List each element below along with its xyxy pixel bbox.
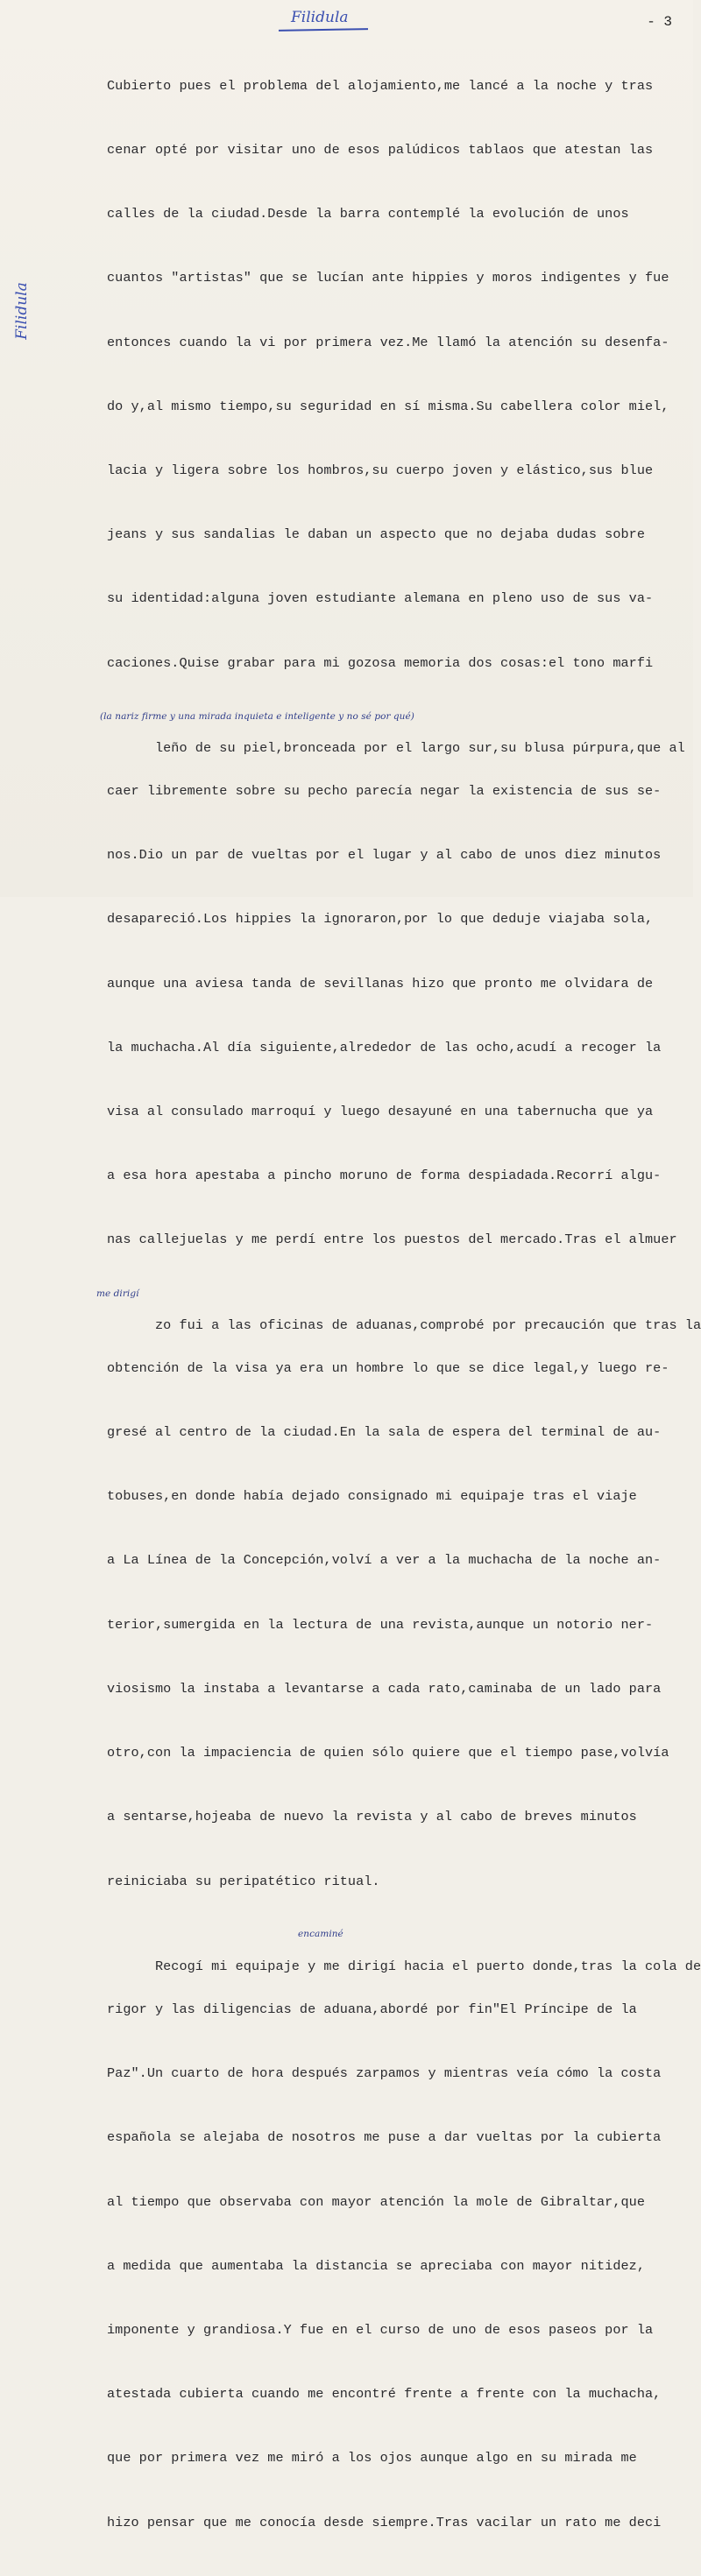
page-number: - 3 (647, 14, 672, 30)
text-line: rigor y las diligencias de aduana,abordé por fin"El Príncipe de la (107, 2001, 637, 2017)
text-line: tobuses,en donde había dejado consignado mi equipaje tras el viaje (107, 1488, 637, 1505)
handwritten-insertion: (la nariz firme y una mirada inquieta e inteligente y no sé por qué) (100, 710, 414, 722)
text-line: su identidad:alguna joven estudiante alemana en pleno uso de sus va- (107, 590, 654, 607)
text-line: entonces cuando la vi por primera vez.Me llamó la atención su desenfa- (107, 334, 669, 350)
text-line: calles de la ciudad.Desde la barra contemplé la evolución de unos (107, 206, 629, 222)
text-line: zo fui a las oficinas de aduanas,comprobé por precaución que tras la (154, 1317, 701, 1334)
text-line: terior,sumergida en la lectura de una revista,aunque un notorio ner- (107, 1616, 654, 1633)
text-line: reiniciaba su peripatético ritual. (107, 1873, 380, 1889)
text-line: Paz".Un cuarto de hora después zarpamos y mientras veía cómo la costa (107, 2065, 662, 2082)
text-line-with-insert (100, 710, 685, 757)
text-line: caciones.Quise grabar para mi gozosa memoria dos cosas:el tono marfi (107, 654, 654, 671)
text-line: que por primera vez me miró a los ojos aunque algo en su mirada me (107, 2450, 637, 2467)
text-line: caer libremente sobre su pecho parecía negar la existencia de sus se- (107, 783, 662, 800)
margin-note: Filidula (13, 282, 31, 340)
text-line: atestada cubierta cuando me encontré frente a frente con la muchacha, (107, 2386, 662, 2403)
handwritten-insertion: encaminé (298, 1928, 343, 1939)
text-line: a sentarse,hojeaba de nuevo la revista y al cabo de breves minutos (107, 1809, 637, 1825)
text-line: a esa hora apestaba a pincho moruno de forma despiadada.Recorrí algu- (107, 1168, 662, 1184)
handwritten-title: Filidula (291, 9, 349, 26)
text-line: nas callejuelas y me perdí entre los puestos del mercado.Tras el almuer (107, 1232, 677, 1248)
text-line-with-insert (96, 1288, 701, 1334)
text-line: viosismo la instaba a levantarse a cada rato,caminaba de un lado para (107, 1680, 662, 1697)
text-line: al tiempo que observaba con mayor atención la mole de Gibraltar,que (107, 2193, 645, 2210)
text-line: otro,con la impaciencia de quien sólo quiere que el tiempo pase,volvía (107, 1745, 669, 1761)
text-line: a medida que aumentaba la distancia se apreciaba con mayor nitidez, (107, 2257, 645, 2274)
text-line: leño de su piel,bronceada por el largo sur,su blusa púrpura,que al (154, 740, 685, 757)
text-line: cenar opté por visitar uno de esos palúdicos tablaos que atestan las (107, 142, 654, 159)
text-line: desapareció.Los hippies la ignoraron,por lo que deduje viajaba sola, (107, 911, 654, 928)
text-line: do y,al mismo tiempo,su seguridad en sí misma.Su cabellera color miel, (107, 398, 669, 414)
text-line: cuantos "artistas" que se lucían ante hippies y moros indigentes y fue (107, 270, 669, 286)
handwritten-insertion: me dirigí (96, 1288, 139, 1299)
text-line: visa al consulado marroquí y luego desayuné en una tabernucha que ya (107, 1104, 654, 1120)
text-line: lacia y ligera sobre los hombros,su cuerpo joven y elástico,sus blue (107, 462, 654, 479)
text-line: Cubierto pues el problema del alojamiento,me lancé a la noche y tras (107, 77, 654, 94)
text-line: la muchacha.Al día siguiente,alrededor de las ocho,acudí a recoger la (107, 1039, 662, 1055)
text-line: a La Línea de la Concepción,volví a ver a la muchacha de la noche an- (107, 1552, 662, 1569)
text-line: imponente y grandiosa.Y fue en el curso de uno de esos paseos por la (107, 2321, 654, 2338)
text-line: jeans y sus sandalias le daban un aspecto que no dejaba dudas sobre (107, 526, 645, 543)
text-line: obtención de la visa ya era un hombre lo que se dice legal,y luego re- (107, 1359, 669, 1376)
text-line: hizo pensar que me conocía desde siempre.Tras vacilar un rato me deci (107, 2514, 662, 2530)
text-line-with-insert (107, 1928, 701, 1975)
text-line: Recogí mi equipaje y me dirigí hacia el puerto donde,tras la cola de (154, 1958, 701, 1975)
text-line: gresé al centro de la ciudad.En la sala de espera del terminal de au- (107, 1424, 662, 1441)
text-line: nos.Dio un par de vueltas por el lugar y al cabo de unos diez minutos (107, 847, 662, 864)
typed-body (96, 32, 701, 2576)
text-line: aunque una aviesa tanda de sevillanas hizo que pronto me olvidara de (107, 975, 654, 992)
text-line: española se alejaba de nosotros me puse a dar vueltas por la cubierta (107, 2129, 662, 2146)
